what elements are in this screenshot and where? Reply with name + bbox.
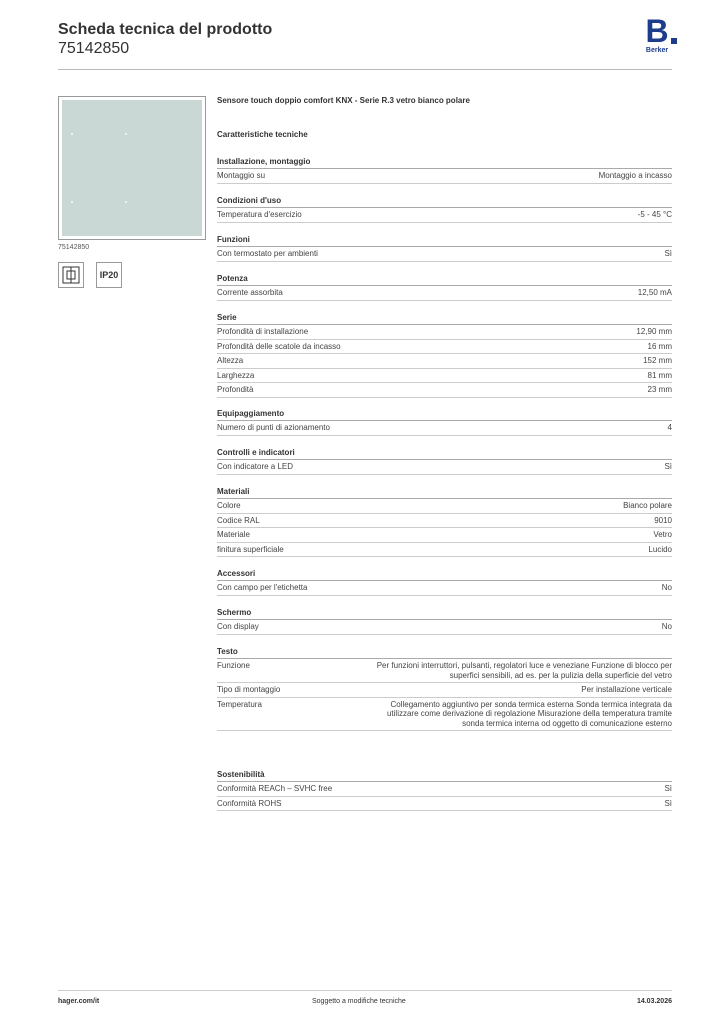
spec-section [217,234,672,262]
spec-section [217,568,672,596]
spec-key: Altezza [217,356,244,365]
spec-value: Per funzioni interruttori, pulsanti, regolatori luce e veneziane Funzione di blocco per superfici sensibili, ad es. per la pulizia della superficie del vetro [376,661,672,680]
section-heading: Condizioni d'uso [217,195,672,208]
spec-row [217,354,672,369]
spec-key: Con campo per l'etichetta [217,583,308,592]
flush-mount-icon [62,266,80,284]
spec-value: 4 [667,423,672,432]
product-code: 75142850 [58,40,130,57]
spec-row [217,460,672,475]
page-title: Scheda tecnica del prodotto [58,21,273,38]
spec-row [217,797,672,812]
spec-row [217,208,672,223]
spec-section [217,607,672,635]
section-heading: Funzioni [217,234,672,247]
spec-key: Materiale [217,530,250,539]
spec-value: Collegamento aggiuntivo per sonda termica esterna Sonda termica integrata da utilizzare come derivazione di regolazione Misurazione della temperatura tramite sonda termica interna od oggetto di comunicazione esterno [386,699,672,728]
footer-url[interactable]: hager.com/it [58,998,100,1005]
spec-key: Conformità ROHS [217,798,282,808]
touch-point [125,133,127,135]
spec-row [217,620,672,635]
spec-row [217,340,672,355]
spec-value: Bianco polare [623,501,672,510]
product-title: Sensore touch doppio comfort KNX - Serie R.3 vetro bianco polare [217,96,470,105]
spec-row [217,543,672,558]
spec-value: No [661,583,672,592]
spec-row [217,369,672,384]
spec-key: Con termostato per ambienti [217,249,318,258]
section-heading: Equipaggiamento [217,408,672,421]
ip-rating-badge [96,262,122,288]
section-heading: Testo [217,646,672,659]
image-caption: 75142850 [58,244,90,251]
mounting-icon [58,262,84,288]
section-heading: Serie [217,312,672,325]
spec-value: No [661,622,672,631]
spec-value: Sì [664,249,672,258]
spec-key: finitura superficiale [217,544,284,554]
spec-key: Corrente assorbita [217,288,283,297]
spec-key: Profondità di installazione [217,327,309,336]
spec-key: Larghezza [217,370,255,380]
spec-value: Sì [664,798,672,808]
spec-value: 12,90 mm [636,327,672,336]
spec-row [217,325,672,340]
spec-value: 12,50 mA [637,288,672,297]
spec-value: 9010 [654,515,672,525]
spec-section [217,769,672,811]
footer-divider [58,990,672,991]
spec-section [217,447,672,475]
spec-value: Montaggio a incasso [598,171,672,180]
spec-row [217,528,672,543]
section-heading: Accessori [217,568,672,581]
spec-value: 23 mm [647,385,672,394]
glass-panel [62,100,202,236]
spec-value: Lucido [648,544,672,554]
spec-row [217,169,672,184]
spec-row [217,421,672,436]
spec-key: Temperatura [217,699,262,709]
spec-key: Con display [217,622,259,631]
spec-key: Profondità delle scatole da incasso [217,341,341,351]
spec-value: 81 mm [647,370,672,380]
spec-section [217,273,672,301]
spec-section [217,195,672,223]
spec-key: Codice RAL [217,515,260,525]
logo-name: Berker [645,47,669,54]
footer-date: 14.03.2026 [636,998,672,1005]
spec-row [217,383,672,398]
spec-row [217,514,672,529]
section-heading: Schermo [217,607,672,620]
spec-key: Temperatura d'esercizio [217,210,302,219]
spec-row [217,659,672,683]
section-heading: Controlli e indicatori [217,447,672,460]
spec-value: Vetro [653,530,672,539]
touch-point [125,201,127,203]
logo-mark: B [640,16,674,46]
spec-key: Tipo di montaggio [217,685,281,694]
spec-key: Con indicatore a LED [217,462,294,471]
section-heading: Potenza [217,273,672,286]
product-image [58,96,206,240]
spec-value: -5 - 45 °C [637,210,672,219]
spec-value: 152 mm [643,356,672,365]
section-heading: Installazione, montaggio [217,156,672,169]
spec-key: Conformità REACh – SVHC free [217,784,333,793]
spec-section [217,156,672,184]
spec-row [217,683,672,698]
touch-point [71,201,73,203]
spec-subtitle: Caratteristiche tecniche [217,130,308,139]
header-divider [58,69,672,70]
spec-row [217,247,672,262]
spec-value: Sì [664,784,672,793]
spec-section [217,408,672,436]
spec-value: Sì [664,462,672,471]
spec-row [217,499,672,514]
page-header [58,20,272,58]
touch-point [71,133,73,135]
brand-logo [640,13,674,55]
spec-value: 16 mm [647,341,672,351]
spec-section [217,486,672,557]
spec-key: Numero di punti di azionamento [217,423,330,432]
spec-section [217,312,672,398]
spec-key: Funzione [217,661,250,670]
spec-row [217,581,672,596]
footer-note: Soggetto a modifiche tecniche [312,998,406,1005]
spec-key: Profondità [217,385,254,394]
section-heading: Materiali [217,486,672,499]
ip-rating-label: IP20 [99,270,119,280]
spec-value: Per installazione verticale [581,685,672,694]
spec-key: Colore [217,501,241,510]
spec-key: Montaggio su [217,171,266,180]
section-heading: Sostenibilità [217,769,672,782]
spec-row [217,782,672,797]
spec-section [217,646,672,731]
spec-row [217,286,672,301]
spec-row [217,698,672,732]
